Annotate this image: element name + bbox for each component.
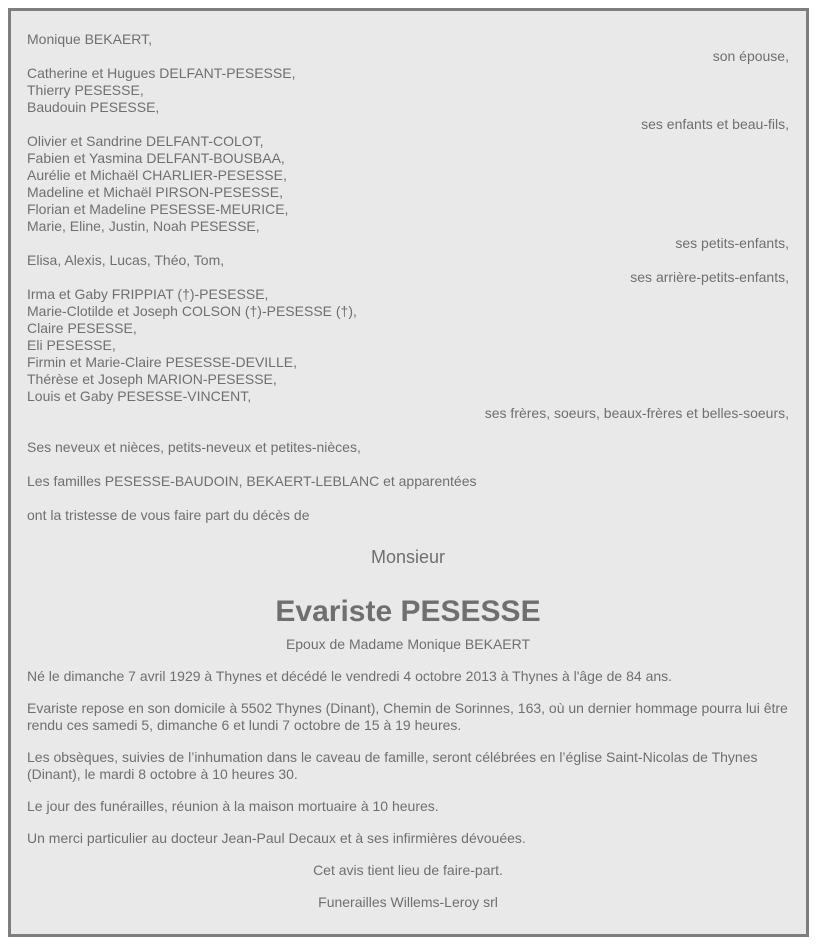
family-name-line: Louis et Gaby PESESSE-VINCENT, bbox=[27, 388, 252, 404]
undertaker-line: Funerailles Willems-Leroy srl bbox=[318, 894, 498, 910]
families-line: Les familles PESESSE-BAUDOIN, BEKAERT-LEBLANC et apparentées bbox=[27, 473, 477, 489]
relation-label: ses arrière-petits-enfants, bbox=[630, 269, 789, 285]
family-name-line: Madeline et Michaël PIRSON-PESESSE, bbox=[27, 184, 283, 200]
family-name-line: Thierry PESESSE, bbox=[27, 82, 144, 98]
obituary-frame bbox=[8, 8, 809, 937]
relation-label: son épouse, bbox=[712, 48, 789, 64]
funeral-paragraph: Les obsèques, suivies de l’inhumation dans le caveau de famille, seront célébrées en l’église Saint-Nicolas de Thynes (Dinant), le mardi 8 octobre à 10 heures 30. bbox=[27, 749, 758, 782]
nephews-line: Ses neveux et nièces, petits-neveux et petites-nièces, bbox=[27, 439, 361, 455]
family-name-line: Eli PESESSE, bbox=[27, 337, 116, 353]
family-name-line: Catherine et Hugues DELFANT-PESESSE, bbox=[27, 65, 296, 81]
family-name-line: Irma et Gaby FRIPPIAT (†)-PESESSE, bbox=[27, 286, 269, 302]
thanks-paragraph: Un merci particulier au docteur Jean-Paul Decaux et à ses infirmières dévouées. bbox=[27, 830, 526, 846]
family-name-line: Thérèse et Joseph MARION-PESESSE, bbox=[27, 371, 277, 387]
family-name-line: Marie-Clotilde et Joseph COLSON (†)-PESESSE (†), bbox=[27, 303, 357, 319]
repose-paragraph: Evariste repose en son domicile à 5502 Thynes (Dinant), Chemin de Sorinnes, 163, où un dernier hommage pourra lui être rendu ces samedi 5, dimanche 6 et lundi 7 octobre de 15 à 19 heures. bbox=[27, 700, 788, 733]
honorific: Monsieur bbox=[370, 547, 446, 567]
family-name-line: Florian et Madeline PESESSE-MEURICE, bbox=[27, 201, 289, 217]
family-name-line: Olivier et Sandrine DELFANT-COLOT, bbox=[27, 133, 264, 149]
family-name-line: Firmin et Marie-Claire PESESSE-DEVILLE, bbox=[27, 354, 297, 370]
spouse-line: Epoux de Madame Monique BEKAERT bbox=[285, 636, 531, 652]
deceased-name: Evariste PESESSE bbox=[275, 595, 541, 628]
family-name-line: Aurélie et Michaël CHARLIER-PESESSE, bbox=[27, 167, 287, 183]
notice-line: Cet avis tient lieu de faire-part. bbox=[313, 862, 503, 878]
family-name-line: Elisa, Alexis, Lucas, Théo, Tom, bbox=[27, 252, 225, 268]
birth-death-paragraph: Né le dimanche 7 avril 1929 à Thynes et décédé le vendredi 4 octobre 2013 à Thynes à l'âge de 84 ans. bbox=[27, 668, 673, 684]
obituary-content bbox=[27, 31, 789, 911]
relation-label: ses frères, soeurs, beaux-frères et belles-soeurs, bbox=[484, 405, 789, 421]
family-name-line: Marie, Eline, Justin, Noah PESESSE, bbox=[27, 218, 260, 234]
family-name-line: Baudouin PESESSE, bbox=[27, 99, 160, 115]
family-name-line: Fabien et Yasmina DELFANT-BOUSBAA, bbox=[27, 150, 285, 166]
announcement-line: ont la tristesse de vous faire part du décès de bbox=[27, 507, 310, 523]
reunion-paragraph: Le jour des funérailles, réunion à la maison mortuaire à 10 heures. bbox=[27, 798, 439, 814]
relation-label: ses petits-enfants, bbox=[675, 235, 789, 251]
family-name-line: Claire PESESSE, bbox=[27, 320, 137, 336]
relation-label: ses enfants et beau-fils, bbox=[641, 116, 789, 132]
family-name-line: Monique BEKAERT, bbox=[27, 31, 153, 47]
